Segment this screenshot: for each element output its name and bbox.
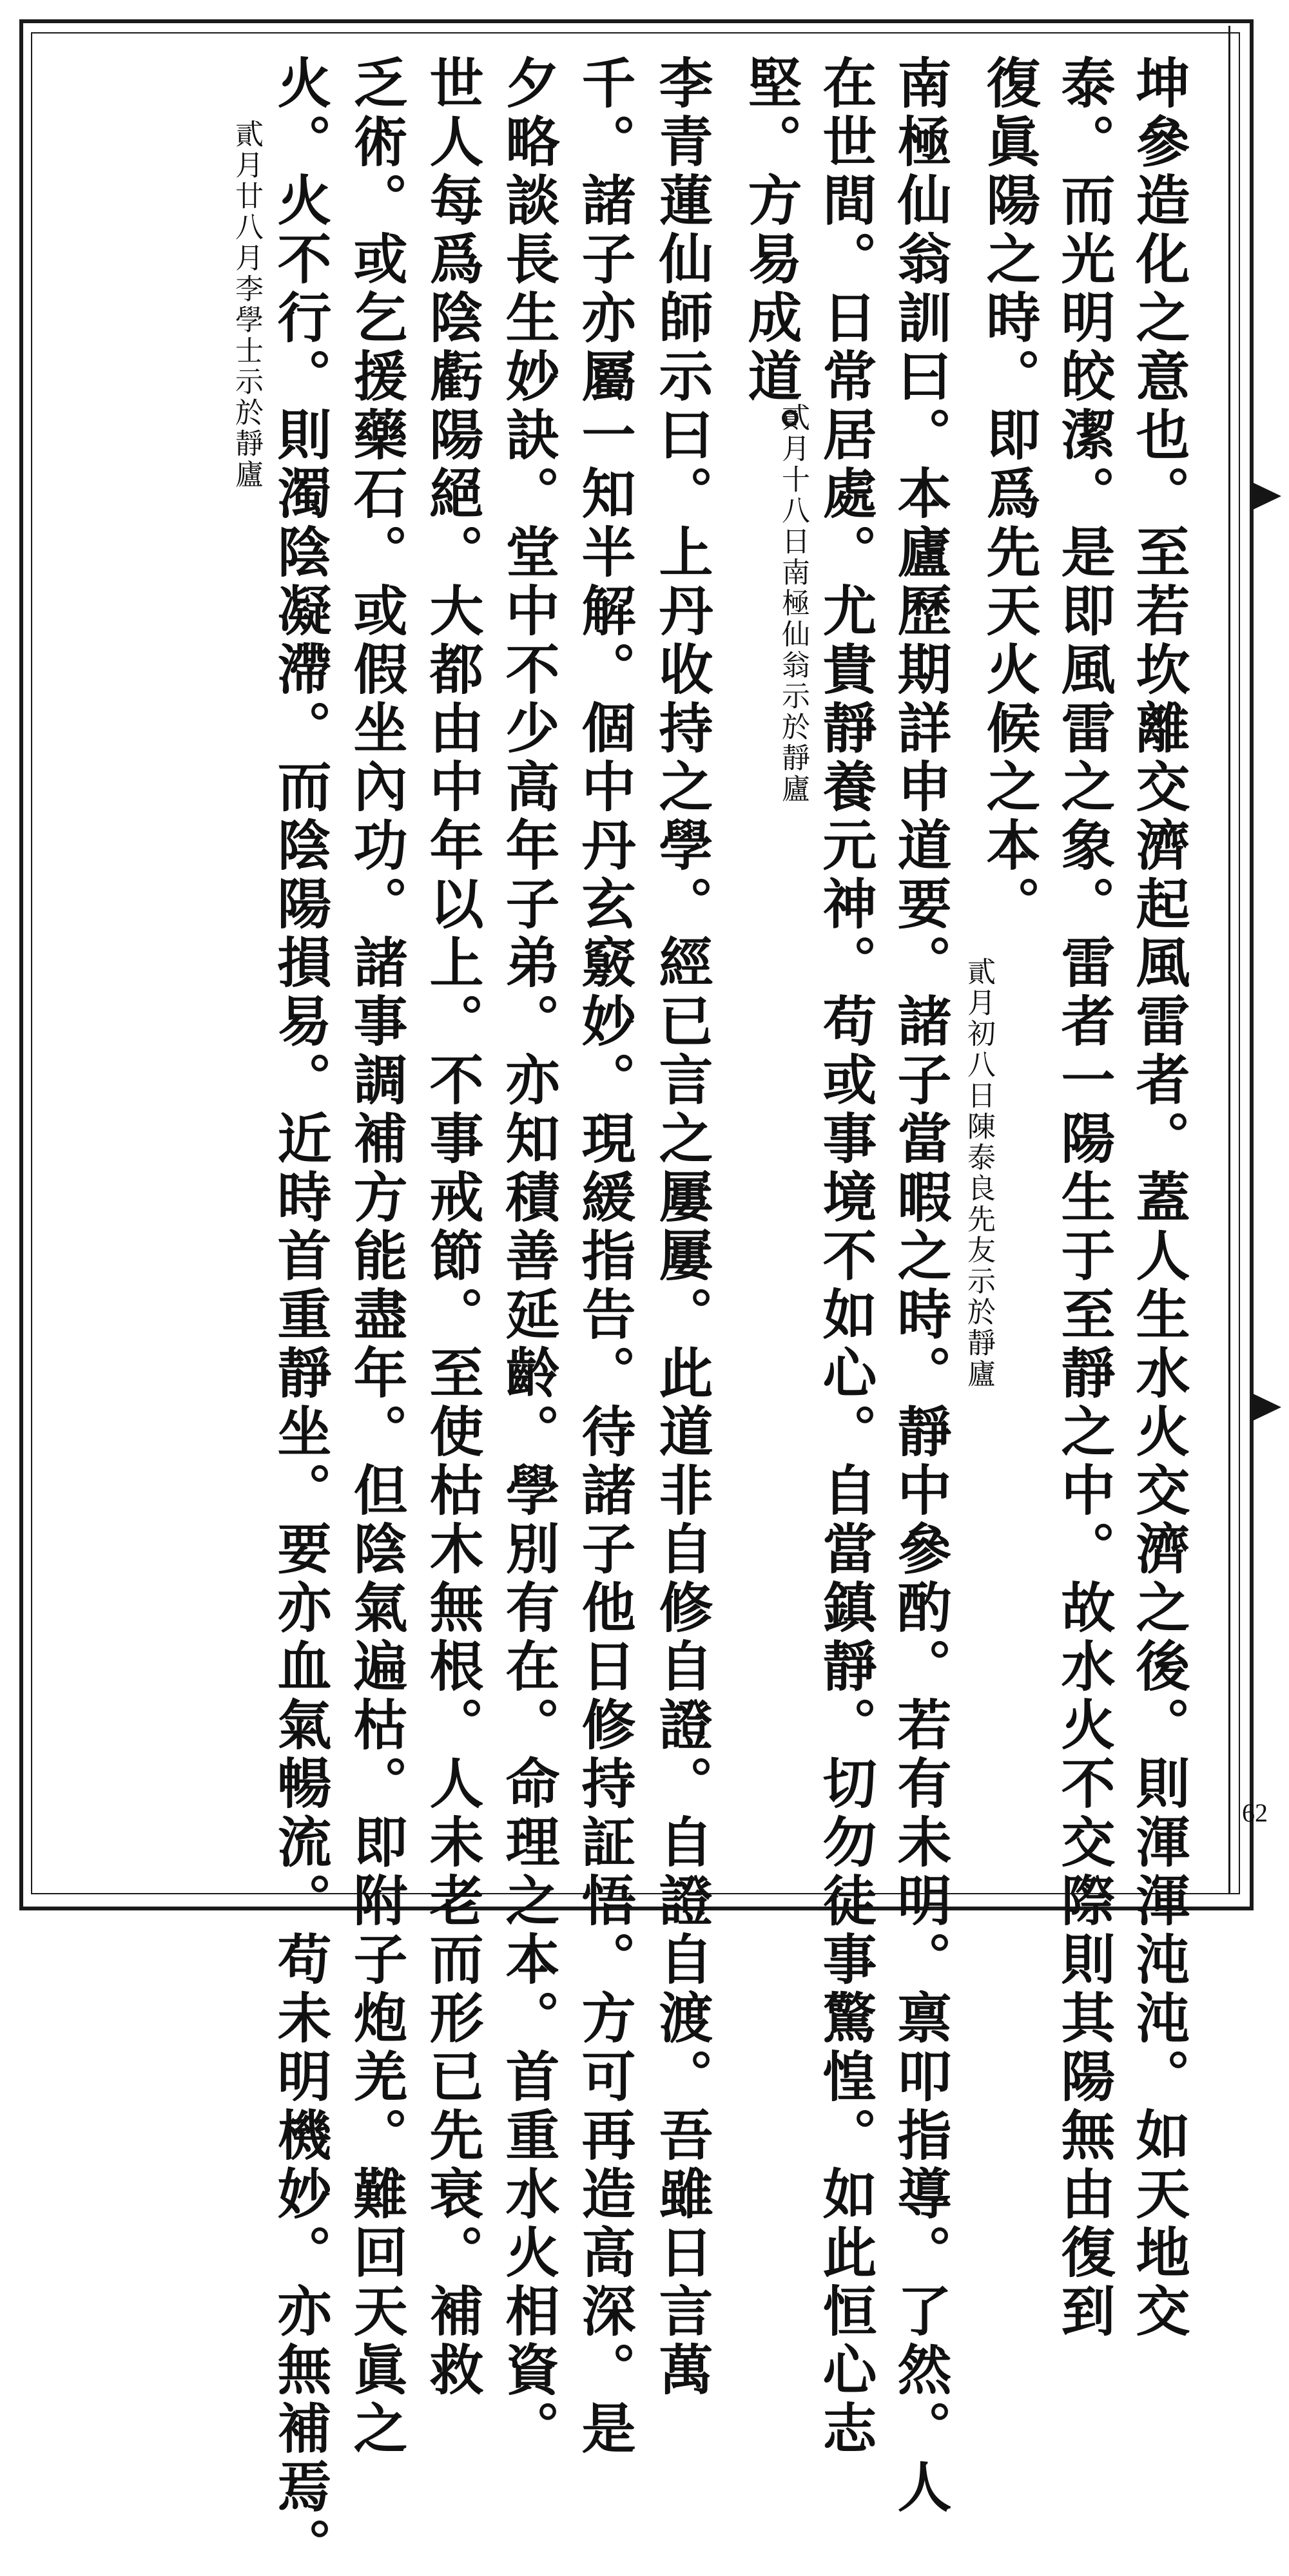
page-number: 62: [1242, 1798, 1268, 1827]
margin-strip: [1228, 26, 1280, 1894]
text-column: 火。火不行。則濁陰凝滯。而陰陽損易。近時首重靜坐。要亦血氣暢流。苟未明機妙。亦無補焉。: [269, 55, 333, 2576]
text-column: 坤參造化之意也。至若坎離交濟起風雷者。蓋人生水火交濟之後。則渾渾沌沌。如天地交: [1127, 55, 1191, 2341]
text-column: 南極仙翁訓曰。本廬歷期詳申道要。諸子當暇之時。靜中參酌。若有未明。禀叩指導。了然。人: [889, 55, 953, 2517]
text-column: 夕略談長生妙訣。堂中不少高年子弟。亦知積善延齡。學別有在。命理之本。首重水火相資。: [497, 55, 561, 2459]
text-column: 在世間。日常居處。尤貴靜養元神。苟或事境不如心。自當鎮靜。切勿徒事驚惶。如此恒心志: [814, 55, 878, 2459]
text-column: 世人每爲陰虧陽絕。大都由中年以上。不事戒節。至使枯木無根。人未老而形已先衰。補救: [421, 55, 485, 2400]
signature-line: 貳月初八日陳泰良先友示於靜廬: [962, 957, 995, 1390]
text-column: 泰。而光明皎潔。是即風雷之象。雷者一陽生于至靜之中。故水火不交際則其陽無由復到: [1052, 55, 1116, 2341]
text-body: [103, 55, 1191, 2576]
text-column: 千。諸子亦屬一知半解。個中丹玄竅妙。現緩指告。待諸子他日修持証悟。方可再造高深。是: [573, 55, 637, 2459]
text-column: 復眞陽之時。即爲先天火候之本。: [978, 55, 1042, 934]
margin-tab-marker: [1252, 482, 1281, 510]
text-column: 乏術。或乞援藥石。或假坐內功。諸事調補方能盡年。但陰氣遍枯。即附子炮羌。難回天眞之: [345, 55, 409, 2459]
signature-line: 貳月十八日南極仙翁示於靜廬: [777, 403, 809, 805]
text-column: 李青蓮仙師示曰。上丹收持之學。經已言之屢屢。此道非自修自證。自證自渡。吾雖日言萬: [650, 55, 714, 2400]
text-column: 堅。方易成道。: [739, 55, 803, 465]
margin-tab-marker: [1252, 1393, 1281, 1421]
signature-line: 貳月廿八月李學士示於靜廬: [230, 119, 263, 490]
